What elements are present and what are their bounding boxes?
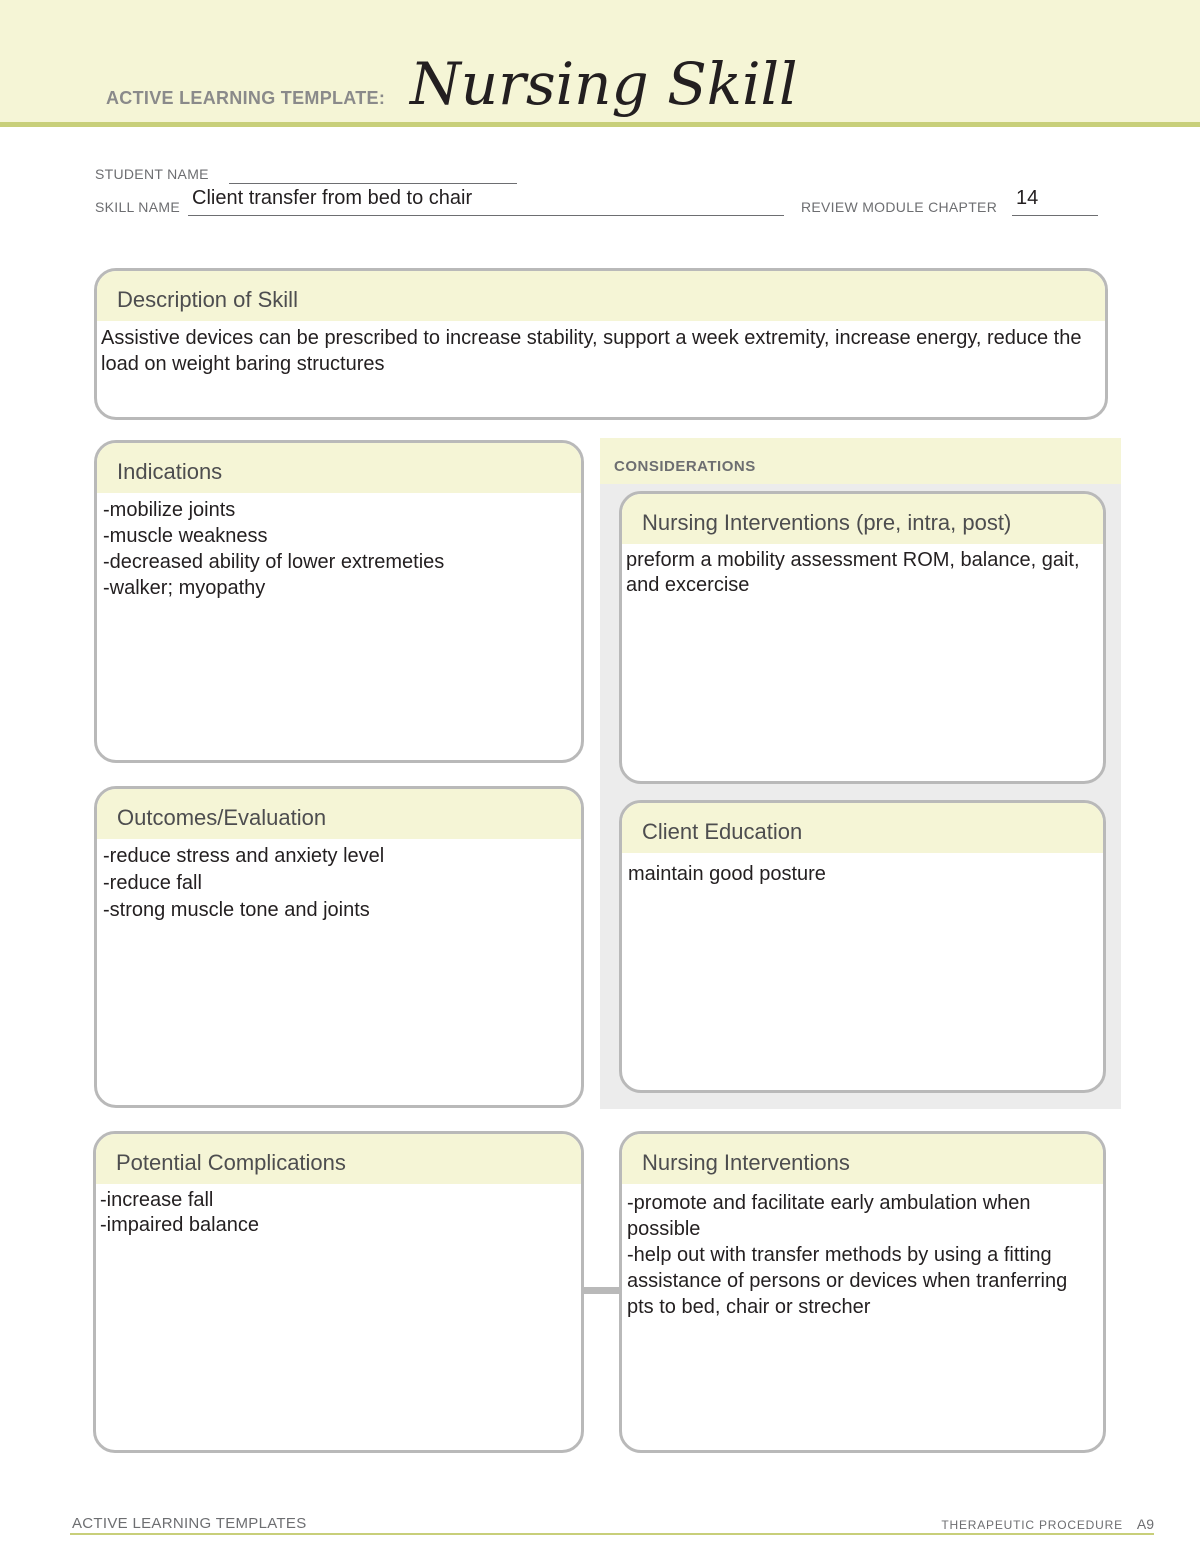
outcomes-text[interactable]: -reduce stress and anxiety level -reduce fall -strong muscle tone and joints xyxy=(103,845,385,921)
review-module-label: REVIEW MODULE CHAPTER xyxy=(801,199,998,215)
nursing-interventions-box xyxy=(619,1131,1106,1453)
footer-left-label: ACTIVE LEARNING TEMPLATES xyxy=(72,1515,307,1532)
client-education-text[interactable]: maintain good posture xyxy=(628,863,826,885)
considerations-label: CONSIDERATIONS xyxy=(614,458,756,475)
page-number: A9 xyxy=(1136,1516,1154,1532)
indications-title: Indications xyxy=(97,443,581,493)
nursing-interventions-text[interactable]: -promote and facilitate early ambulation when possible -help out with transfer methods by using a fitting assistance of persons or devices when tranferring pts to bed, chair or strecher xyxy=(627,1192,1068,1318)
page-title: Nursing Skill xyxy=(410,50,798,118)
outcomes-box xyxy=(94,786,584,1108)
template-label: ACTIVE LEARNING TEMPLATE: xyxy=(106,88,386,108)
description-title: Description of Skill xyxy=(97,271,1105,321)
footer-rule xyxy=(70,1533,1154,1535)
client-education-title: Client Education xyxy=(622,803,1103,853)
potential-complications-title: Potential Complications xyxy=(96,1134,581,1184)
indications-text[interactable]: -mobilize joints -muscle weakness -decreased ability of lower extremeties -walker; myopathy xyxy=(103,499,445,599)
student-name-label: STUDENT NAME xyxy=(95,166,209,182)
box-connector xyxy=(583,1287,621,1294)
potential-complications-box xyxy=(93,1131,584,1453)
footer-section-label: THERAPEUTIC PROCEDURE xyxy=(941,1518,1123,1532)
description-text[interactable]: Assistive devices can be prescribed to increase stability, support a week extremity, increase energy, reduce the load on weight baring structures xyxy=(101,327,1082,375)
description-box xyxy=(94,268,1108,420)
student-name-line xyxy=(229,183,517,184)
potential-complications-text[interactable]: -increase fall -impaired balance xyxy=(100,1189,259,1236)
nursing-interventions-ppp-box xyxy=(619,491,1106,784)
indications-box xyxy=(94,440,584,763)
header-rule xyxy=(0,122,1200,127)
nursing-interventions-title: Nursing Interventions xyxy=(622,1134,1103,1184)
skill-name-label: SKILL NAME xyxy=(95,199,180,215)
footer-right xyxy=(941,1516,1154,1532)
client-education-box xyxy=(619,800,1106,1093)
outcomes-title: Outcomes/Evaluation xyxy=(97,789,581,839)
review-module-field[interactable]: 14 xyxy=(1016,187,1039,209)
nursing-interventions-ppp-title: Nursing Interventions (pre, intra, post) xyxy=(622,494,1103,544)
skill-name-line xyxy=(188,215,784,216)
skill-name-field[interactable]: Client transfer from bed to chair xyxy=(192,187,473,209)
nursing-interventions-ppp-text[interactable]: preform a mobility assessment ROM, balance, gait, and excercise xyxy=(626,549,1080,596)
review-module-line xyxy=(1012,215,1098,216)
